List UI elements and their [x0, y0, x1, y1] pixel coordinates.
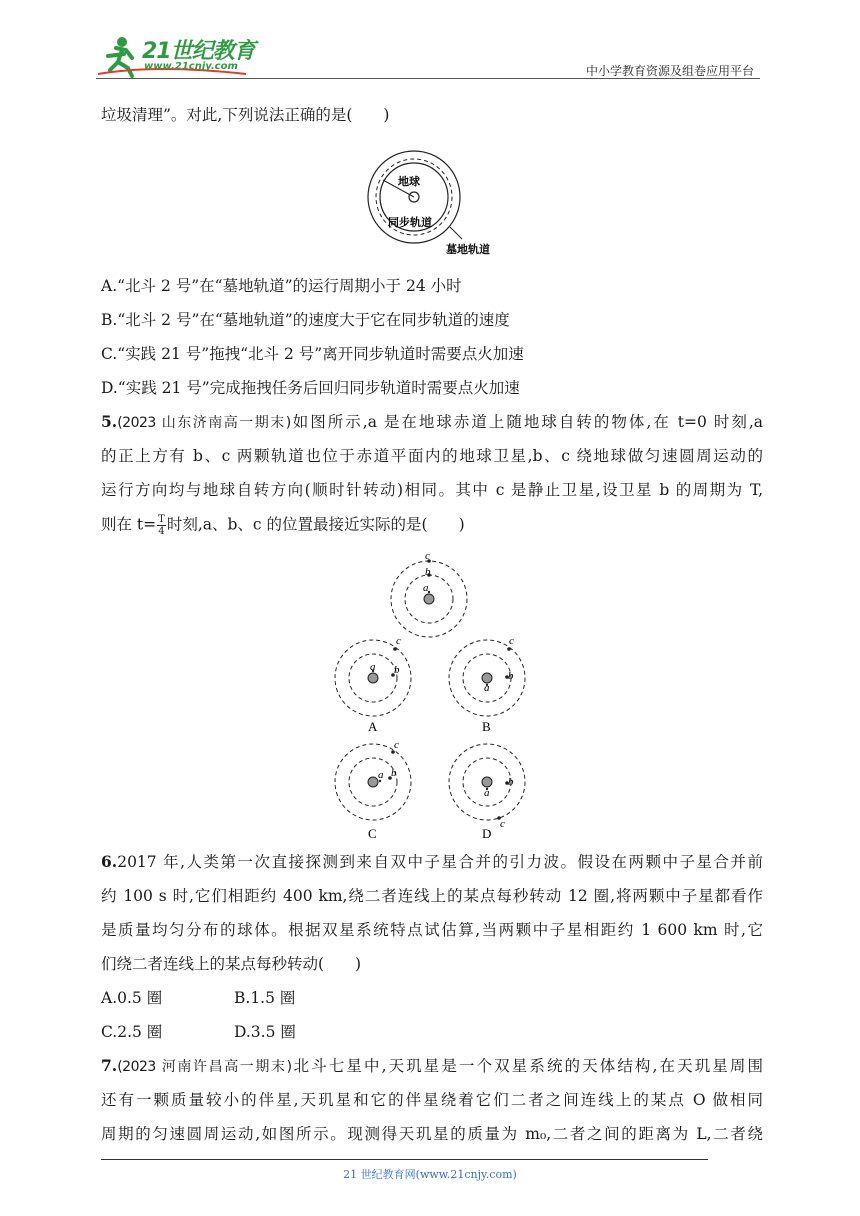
- frac-den: 4: [158, 526, 165, 537]
- diagram-B: [449, 635, 525, 734]
- q6-line-3: 是质量均匀分布的球体。根据双星系统特点试估算,当两颗中子星相距约 1 600 km 时,它: [101, 921, 763, 939]
- q5-number: 5: [101, 412, 112, 431]
- svg-text:a: a: [484, 787, 490, 799]
- svg-text:c: c: [509, 635, 514, 647]
- q6-option-c: C.2.5 圈: [101, 1023, 163, 1041]
- q5-text-1: 如图所示,a 是在地球赤道上随地球自转的物体,在 t=0 时刻,a: [290, 413, 763, 431]
- q6-option-b: B.1.5 圈: [234, 989, 296, 1007]
- svg-text:b: b: [508, 670, 514, 682]
- earth-label: 地球: [398, 175, 420, 188]
- q5-line-1: 5.(2023 山东济南高一期末)如图所示,a 是在地球赤道上随地球自转的物体,在 t=0 时刻,a: [101, 412, 763, 431]
- q7-number: 7: [101, 1056, 112, 1075]
- q5-orbit-options-figure: [300, 545, 540, 845]
- option-A-label: A: [368, 719, 378, 734]
- svg-text:a: a: [370, 661, 376, 673]
- logo-text: 21世纪教育: [142, 39, 255, 64]
- q6-text-1: 2017 年,人类第一次直接探测到来自双中子星合并的引力波。假设在两颗中子星合并前: [117, 853, 763, 871]
- q7-line-1: 7.(2023 河南许昌高一期末)北斗七星中,天玑星是一个双星系统的天体结构,在天玑星周围: [101, 1056, 763, 1075]
- q5-source: (2023 山东济南高一期末): [117, 415, 291, 431]
- q4-option-c: C.“实践 21 号”拖拽“北斗 2 号”离开同步轨道时需要点火加速: [101, 345, 524, 363]
- q4-option-b: B.“北斗 2 号”在“墓地轨道”的速度大于它在同步轨道的速度: [101, 311, 510, 329]
- header-divider: [96, 78, 760, 79]
- option-C-label: C: [368, 826, 377, 841]
- footer-divider: [101, 1159, 708, 1160]
- option-B-label: B: [482, 719, 491, 734]
- q7-line-3: 周期的匀速圆周运动,如图所示。现测得天玑星的质量为 m₀,二者之间的距离为 L,二者绕: [101, 1125, 763, 1143]
- q6-option-d: D.3.5 圈: [234, 1023, 296, 1041]
- diagram-A: [335, 635, 411, 734]
- label-b: b: [425, 566, 431, 578]
- q6-line-1: 6.2017 年,人类第一次直接探测到来自双中子星合并的引力波。假设在两颗中子星合并前: [101, 852, 763, 871]
- q5-line-3: 运行方向均与地球自转方向(顺时针转动)相同。其中 c 是静止卫星,设卫星 b 的周期为 T,: [101, 481, 763, 499]
- q6-line-4: 们绕二者连线上的某点每秒转动( ): [101, 955, 362, 973]
- option-D-label: D: [482, 826, 492, 841]
- q7-text-1: 北斗七星中,天玑星是一个双星系统的天体结构,在天玑星周围: [291, 1057, 763, 1075]
- grave-orbit-label: 墓地轨道: [446, 243, 490, 256]
- q5-text-4b: 时刻,a、b、c 的位置最接近实际的是( ): [166, 515, 465, 534]
- q6-option-a: A.0.5 圈: [101, 989, 163, 1007]
- initial-diagram: [391, 550, 467, 637]
- q5-line-2: 的正上方有 b、c 两颗轨道也位于赤道平面内的地球卫星,b、c 绕地球做匀速圆周运动的: [101, 447, 763, 465]
- svg-text:b: b: [508, 776, 514, 788]
- svg-text:c: c: [394, 739, 399, 751]
- svg-text:b: b: [391, 767, 397, 779]
- logo-url: www.21cnjy.com: [144, 61, 238, 72]
- frac-num: T: [158, 514, 165, 525]
- svg-text:c: c: [500, 818, 505, 830]
- footer-link[interactable]: 21 世纪教育网(www.21cnjy.com): [343, 1168, 517, 1181]
- orbit-figure: [358, 147, 508, 259]
- diagram-D: [449, 744, 525, 841]
- label-a: a: [423, 582, 429, 594]
- q5-line-4: [101, 514, 465, 537]
- svg-text:b: b: [394, 664, 400, 676]
- q4-option-a: A.“北斗 2 号”在“墓地轨道”的运行周期小于 24 小时: [101, 277, 462, 295]
- q6-number: 6: [101, 852, 112, 871]
- q5-text-4a: 则在 t=: [101, 515, 157, 534]
- q6-line-2: 约 100 s 时,它们相距约 400 km,绕二者连线上的某点每秒转动 12 圈,将两颗中子星都看作: [101, 887, 763, 905]
- page-header: [96, 30, 760, 80]
- q7-source: (2023 河南许昌高一期末): [117, 1059, 292, 1075]
- svg-text:a: a: [378, 769, 384, 781]
- header-platform-text: 中小学教育资源及组卷应用平台: [585, 64, 754, 78]
- diagram-C: [335, 739, 411, 841]
- q5-fraction: [157, 514, 166, 537]
- q4-stem-continuation: 垃圾清理”。对此,下列说法正确的是( ): [101, 106, 390, 124]
- sync-orbit-label: 同步轨道: [388, 216, 432, 229]
- q4-option-d: D.“实践 21 号”完成拖拽任务后回归同步轨道时需要点火加速: [101, 379, 520, 397]
- svg-text:a: a: [484, 682, 490, 694]
- label-c: c: [425, 550, 430, 562]
- q7-line-2: 还有一颗质量较小的伴星,天玑星和它的伴星绕着它们二者之间连线上的某点 O 做相同: [101, 1091, 763, 1109]
- svg-text:c: c: [396, 635, 401, 647]
